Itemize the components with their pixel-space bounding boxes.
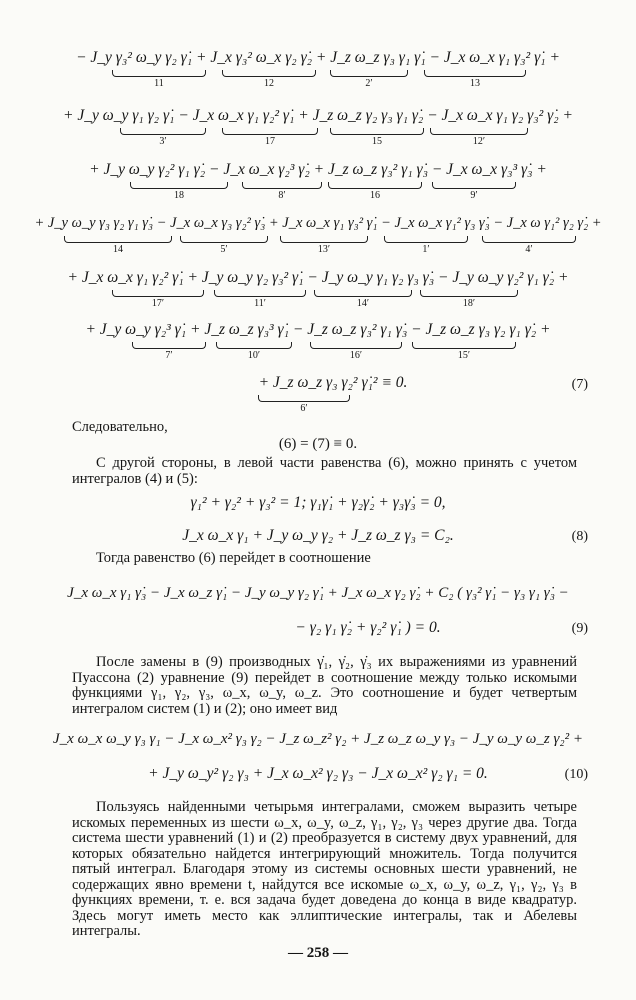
equation-7-row-5: + J_x ω_x γ₁ γ₂² γ̇₁ + J_y ω_y γ₂ γ₃² γ̇₁ − J_y ω_y γ₁ γ₂ γ₃ γ̇₃ − J_y ω_y γ₂² γ₁ γ̇₂ + xyxy=(67,269,569,286)
underbrace: 14 xyxy=(64,236,172,243)
underbrace: 13 xyxy=(424,70,526,77)
underbrace: 12′ xyxy=(430,128,528,135)
underbrace: 13′ xyxy=(280,236,368,243)
underbrace: 10′ xyxy=(216,342,292,349)
equation-7-row-3: + J_y ω_y γ₂² γ₁ γ̇₂ − J_x ω_x γ₂³ γ̇₂ + J_z ω_z γ₃² γ₁ γ̇₃ − J_x ω_x γ₃³ γ̇₃ + xyxy=(89,161,547,178)
underbrace: 7′ xyxy=(132,342,206,349)
brace-row-6 xyxy=(0,342,636,361)
underbrace: 1′ xyxy=(384,236,468,243)
equation-9b: − γ₂ γ₁ γ̇₂ + γ₂² γ̇₁ ) = 0. xyxy=(295,619,441,636)
underbrace: 17 xyxy=(222,128,318,135)
underbrace: 15′ xyxy=(412,342,516,349)
underbrace: 16 xyxy=(328,182,422,189)
underbrace: 6′ xyxy=(258,395,350,402)
equation-7-row-1: − J_y γ₃² ω_y γ₂ γ̇₁ + J_x γ₃² ω_x γ₂ γ̇₂ + J_z ω_z γ₃ γ₁ γ̇₁ − J_x ω_x γ₁ γ₃² γ̇₁ + xyxy=(76,49,560,66)
brace-row-4 xyxy=(0,236,636,255)
underbrace: 14′ xyxy=(314,290,412,297)
equation-number-9: (9) xyxy=(571,621,588,636)
equation-number-10: (10) xyxy=(564,767,588,782)
underbrace: 8′ xyxy=(242,182,322,189)
brace-row-5 xyxy=(0,290,636,309)
page-number: — 258 — xyxy=(288,945,348,961)
equation-9a: J_x ω_x γ₁ γ̇₃ − J_x ω_z γ̇₁ − J_y ω_y γ₂ γ̇₁ + J_x ω_x γ₂ γ̇₂ + C₂ ( γ₃² γ̇₁ − γ₃ γ₁ γ̇₃ − xyxy=(67,585,569,601)
underbrace: 15 xyxy=(330,128,424,135)
equation-7-row-2: + J_y ω_y γ₁ γ₂ γ̇₁ − J_x ω_x γ₁ γ₂² γ̇₁ + J_z ω_z γ₂ γ₃ γ₁ γ̇₂ − J_x ω_x γ₁ γ₂ γ₃² γ̇₂ + xyxy=(63,107,573,124)
brace-row-1 xyxy=(0,70,636,89)
equation-number-8: (8) xyxy=(571,529,588,544)
equation-number-7: (7) xyxy=(571,377,588,392)
underbrace: 16′ xyxy=(310,342,402,349)
underbrace: 11′ xyxy=(214,290,306,297)
underbrace: 5′ xyxy=(180,236,268,243)
brace-row-3 xyxy=(0,182,636,201)
underbrace: 9′ xyxy=(432,182,516,189)
underbrace: 18 xyxy=(130,182,228,189)
brace-row-2 xyxy=(0,128,636,147)
equation-10b: + J_y ω_y² γ₂ γ₃ + J_x ω_x² γ₂ γ₃ − J_x ω_x² γ₂ γ₁ = 0. xyxy=(148,765,488,782)
underbrace: 3′ xyxy=(120,128,206,135)
paragraph-replacement: После замены в (9) производных γ̇₁, γ̇₂, γ̇₃ их выражениями из уравнений Пуассона (2) уравнение (9) перейдет в соотношение между только искомыми функциями γ₁, γ₂, γ₃, ω_x, ω_y, ω_z. Это соотношение и будет четвертым интегралом систем (1) и (2); оно имеет вид xyxy=(72,654,577,717)
underbrace: 4′ xyxy=(482,236,576,243)
equation-7-row-7: + J_z ω_z γ₃ γ₂² γ̇₁² ≡ 0. xyxy=(258,374,408,391)
paragraph-conclusion: Пользуясь найденными четырьмя интегралами, сможем выразить четыре искомых переменных из шести ω_x, ω_y, ω_z, γ₁, γ₂, γ₃ через другие два. Тогда система шести уравнений (1) и (2) преобразуется в систему двух уравнений, для которых обязательно найдется интегрирующий множитель. Тогда получится пятый интеграл. Благодаря этому из системы основных шести уравнений, не содержащих явно времени t, найдутся все искомые ω_x, ω_y, ω_z, γ₁, γ₂, γ₃ в функциях времени, т. е. вся задача будет доведена до конца в виде квадратур. Здесь могут иметь место как эллиптические интегралы, так и Абелевы интегралы. xyxy=(72,799,577,939)
equation-10a: J_x ω_x ω_y γ₃ γ₁ − J_x ω_x² γ₃ γ₂ − J_z ω_z² γ₂ + J_z ω_z ω_y γ₃ − J_y ω_y ω_z γ₂² + xyxy=(53,731,583,747)
equation-7-row-4: + J_y ω_y γ₃ γ₂ γ₁ γ̇₃ − J_x ω_x γ₃ γ₂² γ̇₃ + J_x ω_x γ₁ γ₃² γ̇₁ − J_x ω_x γ₁² γ₃ γ̇₃ − J_x ω γ₁² γ₂ γ̇₂ + xyxy=(34,215,602,231)
paragraph-then: Тогда равенство (6) перейдет в соотношение xyxy=(96,550,371,566)
equation-7-row-6: + J_y ω_y γ₂³ γ̇₁ + J_z ω_z γ₃³ γ̇₁ − J_z ω_z γ₃² γ₁ γ̇₃ − J_z ω_z γ₃ γ₂ γ₁ γ̇₂ + xyxy=(85,321,551,338)
equation-8b: J_x ω_x γ₁ + J_y ω_y γ₂ + J_z ω_z γ₃ = C₂. xyxy=(182,527,454,544)
underbrace: 11 xyxy=(112,70,206,77)
brace-row-7 xyxy=(0,395,636,414)
paragraph-other-side: С другой стороны, в левой части равенства (6), можно принять с учетом интегралов (4) и (5): xyxy=(72,455,577,487)
underbrace: 18′ xyxy=(420,290,518,297)
equation-6-7: (6) = (7) ≡ 0. xyxy=(278,436,358,452)
equation-8a: γ₁² + γ₂² + γ₃² = 1; γ₁γ̇₁ + γ₂γ̇₂ + γ₃γ̇₃ = 0, xyxy=(190,494,446,511)
underbrace: 12 xyxy=(222,70,316,77)
paragraph-therefore: Следовательно, xyxy=(72,419,168,435)
underbrace: 17′ xyxy=(112,290,204,297)
underbrace: 2′ xyxy=(330,70,408,77)
